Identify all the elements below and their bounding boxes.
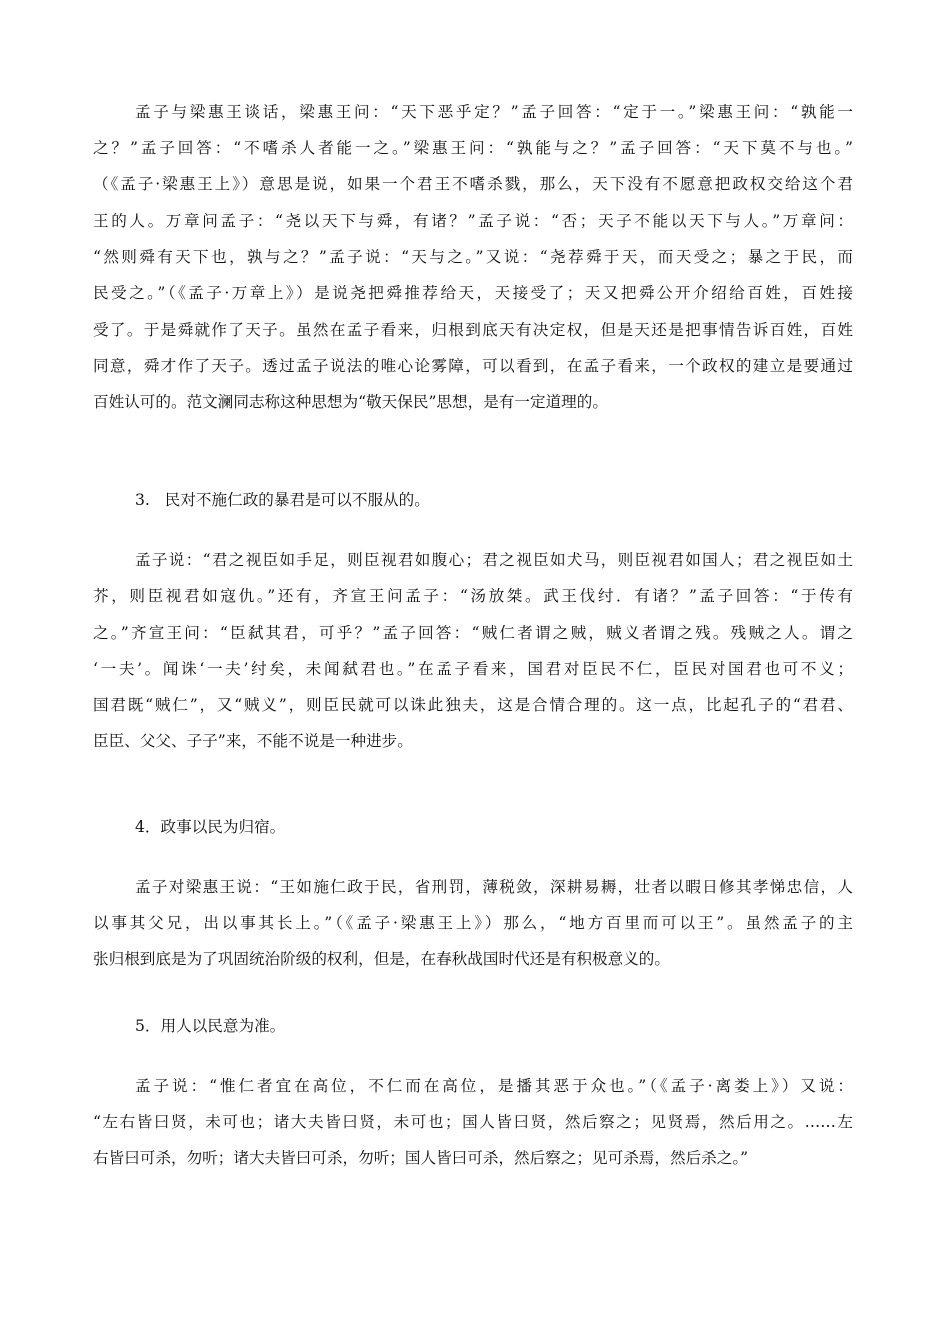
heading-text: 5．用人以民意为准。: [135, 1017, 286, 1035]
heading-text: 4．政事以民为归宿。: [135, 818, 286, 836]
paragraph-line: 之？”孟子回答：“不嗜杀人者能一之。”梁惠王问：“孰能与之？”孟子回答：“天下莫不与也。”: [93, 139, 853, 157]
paragraph-line: 右皆曰可杀，勿听；诸大夫皆曰可杀，勿听；国人皆曰可杀，然后察之；见可杀焉，然后杀之。”: [93, 1149, 749, 1167]
paragraph-line: （《孟子·梁惠王上》）意思是说，如果一个君王不嗜杀戮，那么，天下没有不愿意把政权交给这个君: [93, 175, 853, 193]
paragraph-line: “然则舜有天下也，孰与之？”孟子说：“天与之。”又说：“尧荐舜于天，而天受之；暴之于民，而: [93, 248, 853, 266]
paragraph-line: 民受之。”（《孟子·万章上》）是说尧把舜推荐给天，天接受了；天又把舜公开介绍给百姓，百姓接: [93, 284, 853, 302]
paragraph-line: 受了。于是舜就作了天子。虽然在孟子看来，归根到底天有决定权，但是天还是把事情告诉百姓，百姓: [93, 321, 853, 339]
paragraph-line: 张归根到底是为了巩固统治阶级的权利，但是，在春秋战国时代还是有积极意义的。: [93, 950, 670, 968]
paragraph-line: 之。”齐宣王问：“臣弑其君，可乎？”孟子回答：“贼仁者谓之贼，贼义者谓之残。残贼之人。谓之: [93, 624, 853, 642]
paragraph-line: “左右皆曰贤，未可也；诸大夫皆曰贤，未可也；国人皆曰贤，然后察之；见贤焉，然后用之。……左: [93, 1113, 853, 1131]
paragraph-line: 以事其父兄，出以事其长上。”（《孟子·梁惠王上》）那么，“地方百里而可以王”。虽然孟子的主: [93, 914, 853, 932]
paragraph-line: ‘一夫’。闻诛‘一夫’纣矣，未闻弑君也。”在孟子看来，国君对臣民不仁，臣民对国君也可不义；: [93, 660, 853, 678]
paragraph-line: 芥，则臣视君如寇仇。”还有，齐宣王问孟子：“汤放桀。武王伐纣．有诸？”孟子回答：“于传有: [93, 587, 853, 605]
paragraph-line: 百姓认可的。范文澜同志称这种思想为“敬天保民”思想，是有一定道理的。: [93, 393, 608, 411]
heading-text: 3. 民对不施仁政的暴君是可以不服从的。: [135, 491, 430, 509]
paragraph-line: 王的人。万章问孟子：“尧以天下与舜，有诸？”孟子说：“否；天子不能以天下与人。”万章问：: [93, 212, 853, 230]
paragraph-line: 臣臣、父父、子子”来，不能不说是一种进步。: [93, 732, 413, 750]
paragraph-line: 孟子与梁惠王谈话，梁惠王问：“天下恶乎定？”孟子回答：“定于一。”梁惠王问：“孰能一: [135, 103, 853, 121]
paragraph-line: 国君既“贼仁”，又“贼义”，则臣民就可以诛此独夫，这是合情合理的。这一点，比起孔子的“君君、: [93, 696, 853, 714]
paragraph-line: 孟子对梁惠王说：“王如施仁政于民，省刑罚，薄税敛，深耕易耨，壮者以暇日修其孝悌忠信，人: [135, 878, 853, 896]
paragraph-line: 同意，舜才作了天子。透过孟子说法的唯心论雾障，可以看到，在孟子看来，一个政权的建立是要通过: [93, 357, 853, 375]
paragraph-line: 孟子说：“惟仁者宜在高位，不仁而在高位，是播其恶于众也。”（《孟子·离娄上》）又说：: [135, 1077, 853, 1095]
paragraph-line: 孟子说：“君之视臣如手足，则臣视君如腹心；君之视臣如犬马，则臣视君如国人；君之视臣如土: [135, 551, 853, 569]
